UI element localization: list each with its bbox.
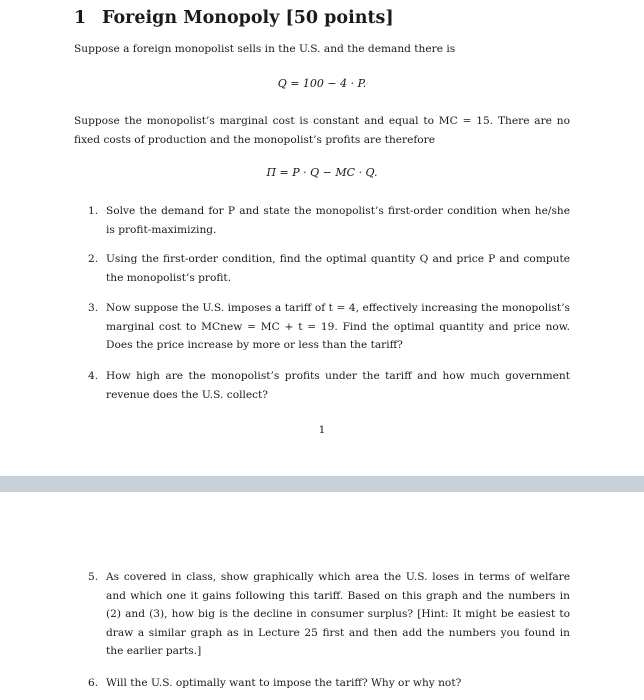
question-text: As covered in class, show graphically which area the U.S. loses in terms of welfare and which one it gains following this tariff. Based on this graph and the numbers in (2) and (3), how big is the decline in consumer surplus? [Hint: It might be easiest to draw a similar graph as in Lecture 25 first and then add the numbers you found in the earlier parts.]: [106, 571, 570, 657]
section-title: Foreign Monopoly [50 points]: [102, 8, 394, 28]
page-number: 1: [318, 424, 326, 436]
question-item: [88, 250, 570, 287]
question-text: Will the U.S. optimally want to impose the tariff? Why or why not?: [106, 677, 462, 689]
question-text: Solve the demand for P and state the monopolist’s first-order condition when he/she is profit-maximizing.: [106, 205, 570, 236]
demand-equation: Q = 100 − 4 · P.: [277, 77, 367, 90]
intro-paragraph: Suppose a foreign monopolist sells in the U.S. and the demand there is: [74, 43, 456, 55]
question-item: [88, 367, 570, 404]
question-number: 4.: [88, 370, 99, 382]
question-number: 5.: [88, 571, 99, 583]
question-item: [88, 674, 570, 693]
question-number: 2.: [88, 253, 99, 265]
question-text: How high are the monopolist’s profits under the tariff and how much government revenue does the U.S. collect?: [106, 370, 570, 401]
question-item: [88, 299, 570, 355]
page-separator: [0, 476, 644, 492]
question-item: [88, 202, 570, 239]
cost-paragraph: Suppose the monopolist’s marginal cost is constant and equal to MC = 15. There are no fixed costs of production and the monopolist’s profits are therefore: [74, 115, 570, 146]
question-item: [88, 568, 570, 661]
profit-equation: Π = P · Q − MC · Q.: [266, 166, 378, 179]
question-text: Using the first-order condition, find the optimal quantity Q and price P and compute the monopolist’s profit.: [106, 253, 570, 284]
page-2: [0, 492, 644, 700]
question-number: 3.: [88, 302, 99, 314]
question-number: 1.: [88, 205, 99, 217]
section-number: 1: [74, 8, 87, 28]
question-number: 6.: [88, 677, 99, 689]
question-text: Now suppose the U.S. imposes a tariff of t = 4, effectively increasing the monopolist’s marginal cost to MCnew = MC + t = 19. Find the optimal quantity and price now. Does the price increase by more or less than the tariff?: [106, 302, 570, 351]
section-heading: [74, 8, 394, 28]
